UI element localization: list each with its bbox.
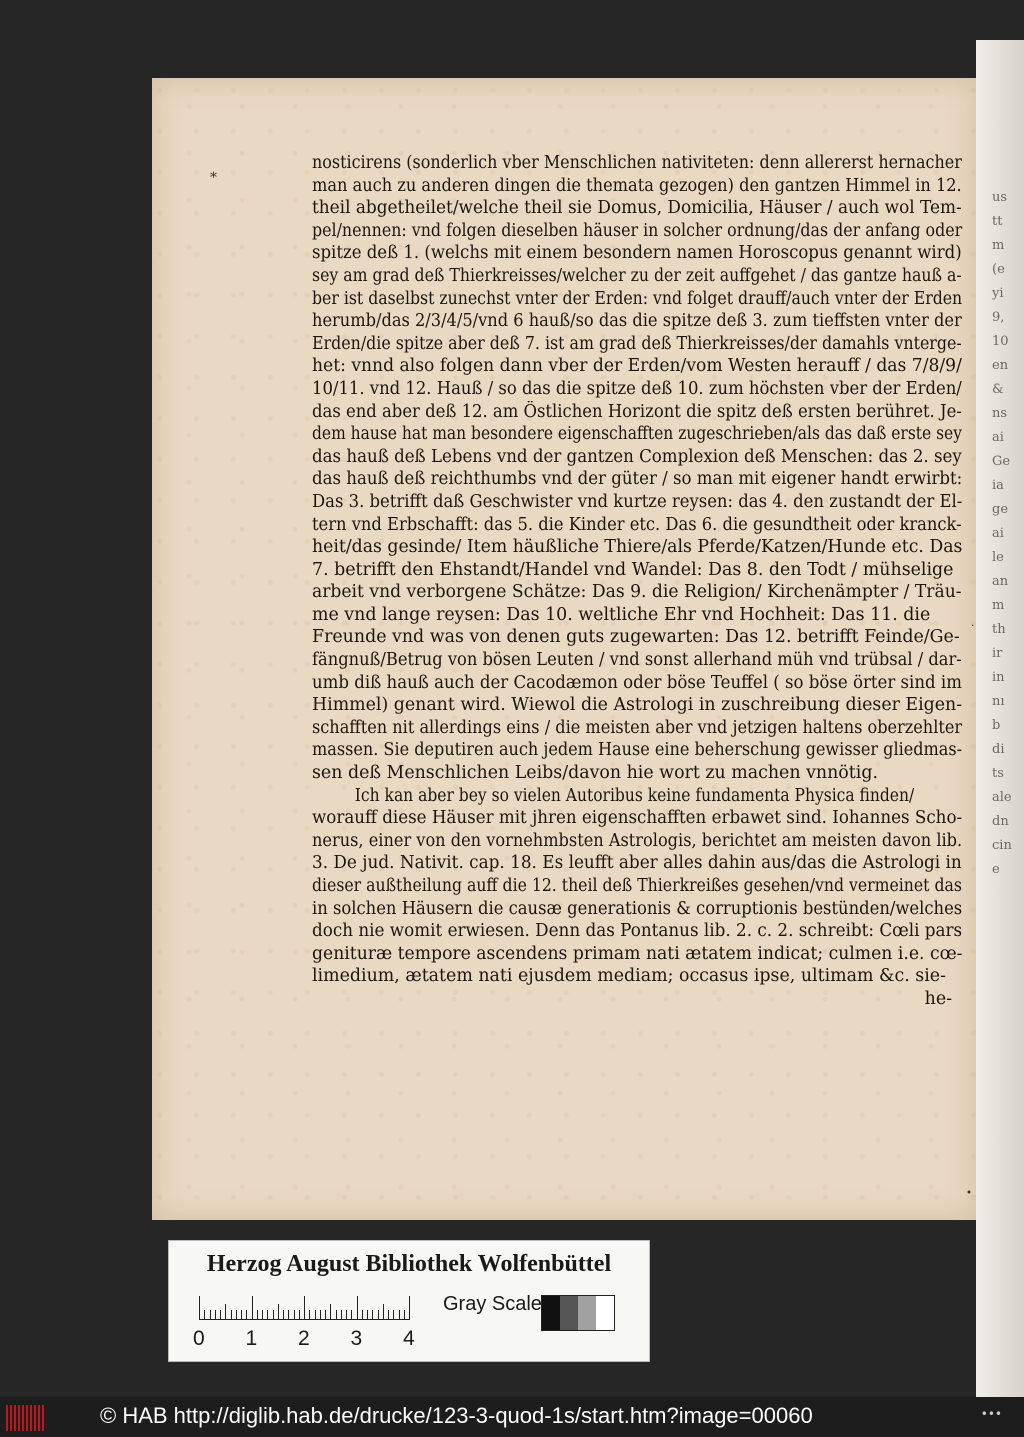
- text-line: sen deß Menschlichen Leibs/davon hie wort zu machen vnnötig.: [312, 763, 878, 784]
- text-line: das end aber deß 12. am Östlichen Horizont die spitz deß ersten berühret. Je-: [312, 401, 962, 422]
- text-line: 3. De jud. Nativit. cap. 18. Es leufft aber alles dahin aus/das die Astrologi in: [312, 853, 962, 874]
- text-line: Das 3. betrifft daß Geschwister vnd kurtze reysen: das 4. den zustandt der El-: [312, 491, 963, 512]
- edge-fragment: nı: [992, 694, 1005, 709]
- text-line: theil abgetheilet/welche theil sie Domus, Domicilia, Häuser / auch wol Tem-: [312, 198, 962, 219]
- edge-fragment: 10: [992, 334, 1009, 349]
- edge-fragment: 9,: [992, 310, 1005, 325]
- ruler-tick: [330, 1304, 331, 1320]
- edge-fragment: e: [992, 862, 1000, 877]
- edge-fragment: th: [992, 622, 1006, 637]
- ruler-tick: [357, 1296, 358, 1320]
- logo-bar: [18, 1405, 20, 1431]
- text-line: nosticirens (sonderlich vber Menschlichen nativiteten: denn allererst hernacher: [312, 153, 962, 173]
- ruler-tick: [199, 1296, 200, 1320]
- logo-bar: [34, 1405, 36, 1431]
- edge-fragment: ns: [992, 406, 1008, 421]
- text-line: schafften nit allerdings eins / die meisten aber vnd jetzigen haltens oberzehlter: [312, 717, 963, 738]
- ruler-tick: [225, 1304, 226, 1320]
- ruler-number: 3: [350, 1327, 363, 1350]
- edge-fragment: ale: [992, 790, 1012, 805]
- logo-bar: [42, 1405, 44, 1431]
- text-line: sey am grad deß Thierkreisses/welcher zu der zeit auffgehet / das gantze hauß a-: [312, 265, 962, 286]
- logo-bar: [22, 1405, 24, 1431]
- hab-logo-icon: [6, 1405, 46, 1431]
- edge-fragment: m: [992, 238, 1005, 253]
- text-line: doch nie womit erwiesen. Denn das Pontanus lib. 2. c. 2. schreibt: Cœli pars: [312, 921, 963, 942]
- catchword: he-: [924, 988, 952, 1009]
- text-line: tern vnd Erbschafft: das 5. die Kinder etc. Das 6. die gesundtheit oder kranck-: [312, 514, 962, 535]
- edge-fragment: cin: [992, 838, 1012, 853]
- edge-fragment: an: [992, 574, 1009, 589]
- edge-fragment: tt: [992, 214, 1003, 229]
- logo-bar: [38, 1405, 40, 1431]
- gray-swatch: [560, 1296, 578, 1330]
- text-line: worauff diese Häuser mit jhren eigenschafften erbawet sind. Iohannes Scho-: [312, 808, 963, 829]
- document-text: [312, 152, 962, 1011]
- text-line: heit/das gesinde/ Item häußliche Thiere/als Pferde/Katzen/Hunde etc. Das: [312, 537, 963, 558]
- ruler-number: 0: [193, 1327, 205, 1350]
- gray-swatch: [578, 1296, 596, 1330]
- text-line: herumb/das 2/3/4/5/vnd 6 hauß/so das die spitze deß 3. zum tieffsten vnter der: [312, 311, 962, 332]
- gray-swatch: [596, 1296, 614, 1330]
- logo-bar: [10, 1405, 12, 1431]
- edge-fragment: ts: [992, 766, 1004, 781]
- edge-fragment: &: [992, 382, 1004, 397]
- ruler-tick: [252, 1296, 253, 1320]
- edge-fragment: ai: [992, 526, 1004, 541]
- text-line: dieser außtheilung auff die 12. theil deß Thierkreißes gesehen/vnd vermeinet das: [312, 876, 962, 896]
- text-line: man auch zu anderen dingen die themata gezogen) den gantzen Himmel in 12.: [312, 175, 962, 196]
- text-line: Ich kan aber bey so vielen Autoribus keine fundamenta Physica finden/: [354, 785, 915, 806]
- text-line: nerus, einer von den vornehmbsten Astrologis, berichtet am meisten davon lib.: [312, 830, 963, 851]
- margin-mark: •: [966, 1188, 972, 1199]
- text-line: 7. betrifft den Ehstandt/Handel vnd Wandel: Das 8. den Todt / mühselige: [312, 559, 954, 580]
- text-line: das hauß deß reichthumbs vnd der güter / so man mit eigener handt erwirbt:: [312, 469, 963, 490]
- more-icon[interactable]: •••: [980, 1407, 1002, 1421]
- text-line: dem hause hat man besondere eigenschafften zugeschrieben/als das daß erste sey: [312, 424, 962, 445]
- status-bar: [0, 1397, 1024, 1437]
- text-line: me vnd lange reysen: Das 10. weltliche Ehr vnd Hochheit: Das 11. die: [312, 604, 931, 625]
- ruler-tick: [278, 1304, 279, 1320]
- edge-fragment: le: [992, 550, 1004, 565]
- text-line: in solchen Häusern die causæ generationis & corruptionis bestünden/welches: [312, 898, 963, 919]
- edge-fragment: us: [992, 190, 1008, 205]
- text-line: Erden/die spitze aber deß 7. ist am grad deß Thierkreisses/der damahls vnterge-: [312, 333, 962, 354]
- edge-fragment: in: [992, 670, 1005, 685]
- text-line: umb diß hauß auch der Cacodæmon oder böse Teuffel ( so böse örter sind im: [312, 672, 962, 693]
- edge-fragment: en: [992, 358, 1009, 373]
- ruler-tick: [304, 1296, 305, 1320]
- edge-fragment: ai: [992, 430, 1004, 445]
- library-label: [168, 1240, 650, 1362]
- text-line: genituræ tempore ascendens primam nati ætatem indicat; culmen i.e. cœ-: [312, 943, 963, 964]
- logo-bar: [26, 1405, 28, 1431]
- text-line: Freunde vnd was von denen guts zugewarten: Das 12. betrifft Feinde/Ge-: [312, 627, 960, 648]
- gray-swatch: [542, 1296, 560, 1330]
- ruler-number: 4: [403, 1327, 415, 1350]
- gray-scale-swatch: [541, 1295, 615, 1331]
- text-line: fängnuß/Betrug von bösen Leuten / vnd sonst allerhand müh vnd trübsal / dar-: [312, 650, 962, 671]
- scale-ruler: [199, 1296, 409, 1320]
- margin-mark: .: [971, 618, 975, 629]
- text-line: pel/nennen: vnd folgen dieselben häuser in solcher ordnung/das der anfang oder: [312, 220, 963, 241]
- ruler-baseline: [199, 1319, 409, 1320]
- library-name: Herzog August Bibliothek Wolfenbüttel: [206, 1251, 612, 1277]
- ruler-tick: [383, 1304, 384, 1320]
- gray-scale-label: Gray Scale: [443, 1293, 542, 1315]
- ruler-number: 2: [298, 1327, 310, 1350]
- text-line: 10/11. vnd 12. Hauß / so das die spitze deß 10. zum höchsten vber der Erden/: [312, 378, 962, 399]
- ruler-number: 1: [245, 1327, 258, 1350]
- text-line: Himmel) genant wird. Wiewol die Astrologi in zuschreibung dieser Eigen-: [312, 695, 963, 716]
- edge-fragment: ia: [992, 478, 1004, 493]
- logo-bar: [30, 1405, 32, 1431]
- edge-fragment: m: [992, 598, 1005, 613]
- text-line: limedium, ætatem nati ejusdem mediam; occasus ipse, ultimam &c. sie-: [312, 966, 946, 987]
- ruler-tick: [409, 1296, 410, 1320]
- edge-fragment: Ge: [992, 454, 1011, 469]
- copyright-url[interactable]: © HAB http://diglib.hab.de/drucke/123-3-quod-1s/start.htm?image=00060: [100, 1403, 813, 1428]
- logo-bar: [6, 1405, 8, 1431]
- text-line: massen. Sie deputiren auch jedem Hause eine beherschung gewisser gliedmas-: [312, 740, 963, 761]
- logo-bar: [14, 1405, 16, 1431]
- edge-fragment: b: [992, 718, 1001, 733]
- text-line: het: vnnd also folgen dann vber der Erden/vom Westen herauff / das 7/8/9/: [312, 356, 962, 377]
- edge-fragment: ir: [992, 646, 1003, 661]
- edge-fragment: yi: [992, 286, 1004, 301]
- edge-fragment: ge: [992, 502, 1009, 517]
- text-line: ber ist daselbst zunechst vnter der Erden: vnd folget drauff/auch vnter der Erden: [312, 288, 963, 309]
- margin-mark: *: [210, 170, 217, 186]
- text-line: das hauß deß Lebens vnd der gantzen Complexion deß Menschen: das 2. sey: [312, 446, 962, 467]
- edge-fragment: di: [992, 742, 1005, 757]
- text-line: spitze deß 1. (welchs mit einem besondern namen Horoscopus genannt wird): [312, 243, 962, 264]
- edge-fragment: (e: [992, 262, 1005, 277]
- edge-fragment: dn: [992, 814, 1009, 829]
- text-line: arbeit vnd verborgene Schätze: Das 9. die Religion/ Kirchenämpter / Träu-: [312, 582, 962, 603]
